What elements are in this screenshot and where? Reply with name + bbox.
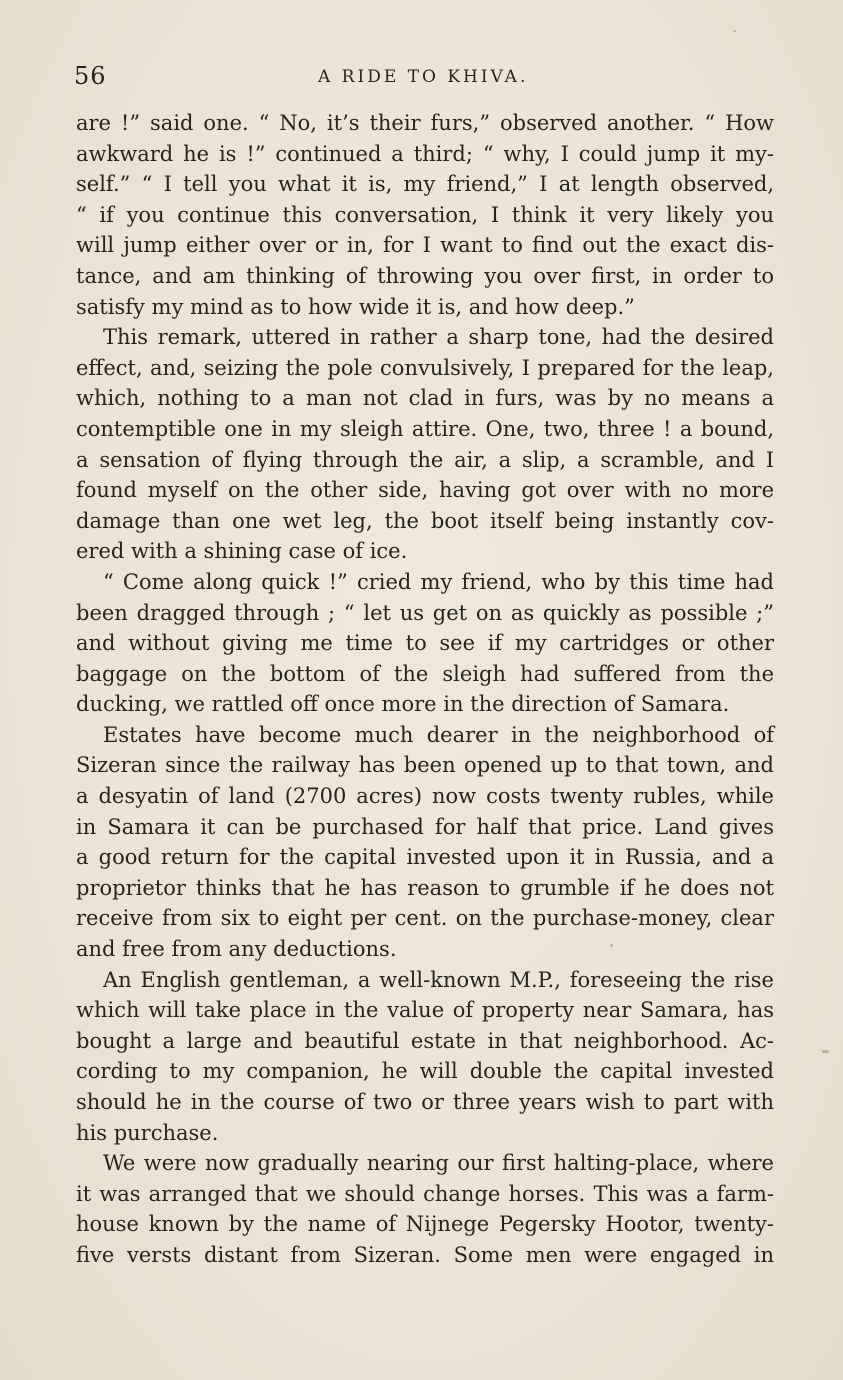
text-line: which will take place in the value of property near Samara, has bbox=[76, 998, 774, 1023]
text-line: it was arranged that we should change horses. This was a farm- bbox=[76, 1181, 774, 1206]
text-line: baggage on the bottom of the sleigh had suffered from the bbox=[76, 661, 774, 686]
text-line: satisfy my mind as to how wide it is, and how deep.” bbox=[76, 294, 635, 319]
text-line: tance, and am thinking of throwing you over first, in order to bbox=[76, 263, 774, 288]
paper-speck bbox=[610, 944, 613, 947]
text-line: are !” said one. “ No, it’s their furs,” observed another. “ How bbox=[76, 111, 774, 135]
text-line: ducking, we rattled off once more in the direction of Samara. bbox=[76, 692, 730, 717]
running-head bbox=[74, 62, 774, 92]
text-line: proprietor thinks that he has reason to grumble if he does not bbox=[76, 875, 774, 900]
text-line: will jump either over or in, for I want to find out the exact dis- bbox=[76, 233, 774, 258]
paper-speck bbox=[822, 1050, 829, 1053]
book-title: A RIDE TO KHIVA. bbox=[318, 67, 529, 87]
paper-speck bbox=[733, 30, 736, 32]
paragraph-start-line: Estates have become much dearer in the neighborhood of bbox=[103, 722, 774, 747]
text-line: cording to my companion, he will double the capital invested bbox=[76, 1059, 774, 1084]
text-line: found myself on the other side, having got over with no more bbox=[76, 478, 774, 503]
text-line: been dragged through ; “ let us get on as quickly as possible ;” bbox=[76, 600, 774, 625]
text-line: ered with a shining case of ice. bbox=[76, 539, 408, 564]
text-line: Sizeran since the railway has been opened up to that town, and bbox=[76, 753, 774, 778]
text-line: effect, and, seizing the pole convulsively, I prepared for the leap, bbox=[76, 355, 774, 380]
text-line: “ if you continue this conversation, I think it very likely you bbox=[76, 202, 774, 227]
page-number: 56 bbox=[74, 62, 107, 90]
text-line: in Samara it can be purchased for half that price. Land gives bbox=[76, 814, 774, 839]
text-line: contemptible one in my sleigh attire. One, two, three ! a bound, bbox=[76, 416, 774, 441]
text-line: a sensation of flying through the air, a slip, a scramble, and I bbox=[76, 447, 774, 472]
text-line: house known by the name of Nijnege Pegersky Hootor, twenty- bbox=[76, 1212, 774, 1237]
text-line: his purchase. bbox=[76, 1120, 219, 1145]
text-line: a desyatin of land (2700 acres) now costs twenty rubles, while bbox=[76, 784, 774, 809]
paragraph-start-line: We were now gradually nearing our first halting-place, where bbox=[103, 1151, 774, 1176]
paragraph-start-line: “ Come along quick !” cried my friend, who by this time had bbox=[103, 569, 774, 594]
text-line: bought a large and beautiful estate in that neighborhood. Ac- bbox=[76, 1028, 774, 1053]
text-line: which, nothing to a man not clad in furs, was by no means a bbox=[76, 386, 774, 411]
body-text bbox=[76, 108, 774, 1271]
paragraph-start-line: This remark, uttered in rather a sharp tone, had the desired bbox=[103, 325, 774, 350]
text-line: self.” “ I tell you what it is, my friend,” I at length observed, bbox=[76, 172, 774, 197]
text-line: and free from any deductions. bbox=[76, 937, 397, 962]
text-line: should he in the course of two or three years wish to part with bbox=[76, 1090, 774, 1114]
text-line: receive from six to eight per cent. on the purchase-money, clear bbox=[76, 906, 774, 931]
text-line: damage than one wet leg, the boot itself being instantly cov- bbox=[76, 508, 774, 533]
text-line: a good return for the capital invested upon it in Russia, and a bbox=[76, 845, 774, 870]
text-line: and without giving me time to see if my cartridges or other bbox=[76, 631, 774, 656]
text-line: five versts distant from Sizeran. Some men were engaged in bbox=[76, 1242, 774, 1267]
paragraph-start-line: An English gentleman, a well-known M.P., foreseeing the rise bbox=[103, 967, 774, 992]
text-line: awkward he is !” continued a third; “ why, I could jump it my- bbox=[76, 141, 774, 166]
